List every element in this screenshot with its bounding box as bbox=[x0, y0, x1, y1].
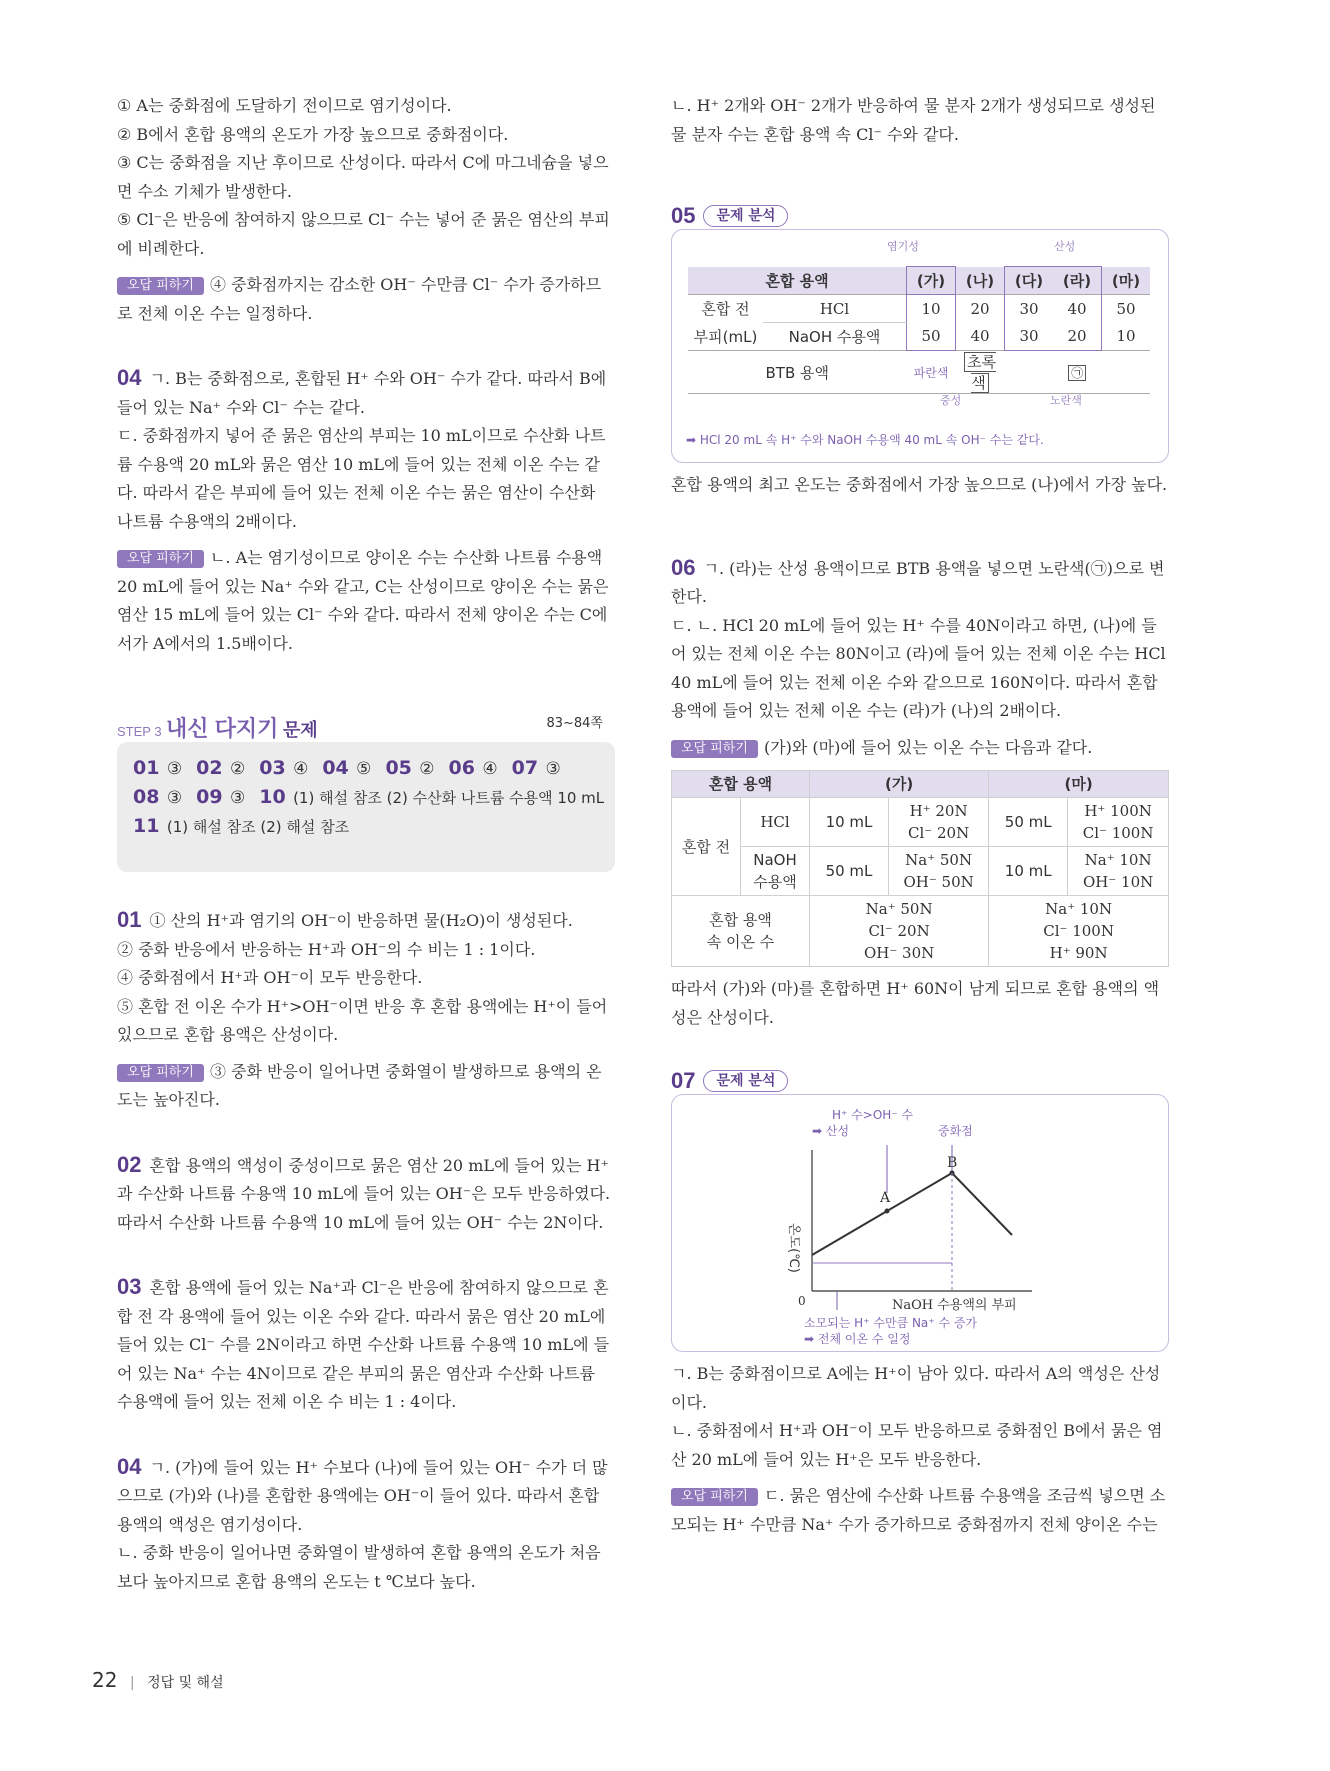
paragraph: 오답 피하기 (가)와 (마)에 들어 있는 이온 수는 다음과 같다. bbox=[671, 734, 1169, 763]
temperature-graph bbox=[672, 1095, 1168, 1351]
question-number: 01 bbox=[117, 907, 142, 932]
right-column bbox=[671, 92, 1169, 1539]
text: ② 중화 반응에서 반응하는 H⁺과 OH⁻의 수 비는 1 : 1이다. bbox=[117, 939, 536, 959]
answer-item: 04 ⑤ bbox=[322, 757, 372, 779]
y-axis-label: 온도(℃) bbox=[786, 1223, 801, 1273]
text: 혼합 용액의 최고 온도는 중화점에서 가장 높으므로 (나)에서 가장 높다. bbox=[671, 475, 1168, 494]
text: ㄴ. H⁺ 2개와 OH⁻ 2개가 반응하여 물 분자 2개가 생성되므로 생성된 물 분자 수는 혼합 용액 속 Cl⁻ 수와 같다. bbox=[671, 96, 1156, 144]
paragraph: 01 ① 산의 H⁺과 염기의 OH⁻이 반응하면 물(H₂O)이 생성된다. bbox=[117, 907, 573, 932]
tip-badge: 오답 피하기 bbox=[117, 550, 204, 568]
x-axis-label: NaOH 수용액의 부피 bbox=[892, 1298, 1017, 1313]
answer-row: 11 (1) 해설 참조 (2) 해설 참조 bbox=[133, 815, 350, 837]
step-section bbox=[117, 712, 615, 852]
answer-item: 07 ③ bbox=[511, 757, 561, 779]
page-number: 22 bbox=[92, 1668, 118, 1692]
text: ㄱ. B는 중화점이므로 A에는 H⁺이 남아 있다. 따라서 A의 액성은 산성이다. bbox=[671, 1364, 1161, 1412]
annotation: 산성 bbox=[1054, 240, 1076, 253]
answer-list bbox=[117, 742, 615, 841]
tip-badge: 오답 피하기 bbox=[671, 1488, 758, 1506]
annotation: 염기성 bbox=[887, 240, 919, 253]
text: 따라서 (가)와 (마)를 혼합하면 H⁺ 60N이 남게 되므로 혼합 용액의 액성은 산성이다. bbox=[671, 979, 1160, 1027]
answer-item: 01 ③ bbox=[133, 757, 183, 779]
paragraph: 04 ㄱ. B는 중화점으로, 혼합된 H⁺ 수와 OH⁻ 수가 같다. 따라서 B에 들어 있는 Na⁺ 수와 Cl⁻ 수는 같다. bbox=[117, 365, 607, 417]
question-number: 04 bbox=[117, 1453, 142, 1479]
text: ② B에서 혼합 용액의 온도가 가장 높으므로 중화점이다. bbox=[117, 124, 509, 144]
analysis-pill: 문제 분석 bbox=[703, 205, 788, 227]
paragraph: 오답 피하기 ㄴ. A는 염기성이므로 양이온 수는 수산화 나트륨 수용액 20 mL에 들어 있는 Na⁺ 수와 같고, C는 산성이므로 양이온 수는 묽은 염산 15 mL에 들어 있는 Cl⁻ 수와 같다. 따라서 전체 양이온 수는 C에서가 A에서의 1.5배이다. bbox=[117, 548, 609, 653]
answer-item: 08 ③ bbox=[133, 786, 183, 808]
text: ① A는 중화점에 도달하기 전이므로 염기성이다. bbox=[117, 96, 452, 115]
q05-header bbox=[671, 203, 1169, 229]
answer-box bbox=[117, 742, 615, 872]
panel-note: ➡ HCl 20 mL 속 H⁺ 수와 NaOH 수용액 40 mL 속 OH⁻ 수는 같다. bbox=[686, 433, 1044, 447]
annotation: 중성 bbox=[940, 394, 962, 407]
answer-item: 09 ③ bbox=[196, 786, 246, 808]
point-b-label: B bbox=[947, 1155, 958, 1171]
annotation: 소모되는 H⁺ 수만큼 Na⁺ 수 증가 bbox=[804, 1316, 978, 1330]
origin: 0 bbox=[798, 1294, 806, 1308]
left-column bbox=[117, 92, 615, 1596]
text: ③ C는 중화점을 지난 후이므로 산성이다. 따라서 C에 마그네슘을 넣으면 수소 기체가 발생한다. bbox=[117, 153, 609, 201]
paragraph: 06 ㄱ. (라)는 산성 용액이므로 BTB 용액을 넣으면 노란색(㉠)으로 변한다. bbox=[671, 554, 1165, 606]
ion-table: 혼합 용액 (가) (마) 혼합 전 HCl 10 mL H⁺ 20N Cl⁻ 20N 50 mL H⁺ 100N Cl⁻ 100N NaOH 수용액 50 mL Na⁺ 50N OH⁻ 50N 10 mL Na⁺ 10N OH⁻ 10N 혼합 용액 속 이온 수 Na⁺ 50N Cl⁻ 20N OH⁻ 30N Na⁺ 10N Cl⁻ 100N H⁺ 90N bbox=[671, 770, 1169, 967]
answer-row: 08 ③ 09 ③ 10 (1) 해설 참조 (2) 수산화 나트륨 수용액 10 mL bbox=[133, 786, 605, 808]
answer-item: 02 ② bbox=[196, 757, 246, 779]
tip-badge: 오답 피하기 bbox=[117, 1064, 204, 1082]
paragraph: 오답 피하기 ㄷ. 묽은 염산에 수산화 나트륨 수용액을 조금씩 넣으면 소모되는 H⁺ 수만큼 Na⁺ 수가 증가하므로 중화점까지 전체 양이온 수는 bbox=[671, 1486, 1166, 1534]
annotation: ➡ 전체 이온 수 일정 bbox=[804, 1332, 911, 1346]
answer-item: 03 ④ bbox=[259, 757, 309, 779]
tip-badge: 오답 피하기 bbox=[671, 740, 758, 758]
annotation: 노란색 bbox=[1050, 394, 1082, 407]
text: ㄷ. ㄴ. HCl 20 mL에 들어 있는 H⁺ 수를 40N이라고 하면, (나)에 들어 있는 전체 이온 수는 80N이고 (라)에 들어 있는 전체 이온 수는 HCl 40 mL에 들어 있는 전체 이온 수와 같으므로 160N이다. 따라서 혼합 용액에 들어 있는 전체 이온 수는 (라)가 (나)의 2배이다. bbox=[671, 615, 1166, 720]
step-title: STEP 3 내신 다지기 문제 bbox=[117, 716, 318, 741]
answer-row bbox=[133, 754, 615, 783]
paragraph: 오답 피하기 ③ 중화 반응이 일어나면 중화열이 발생하므로 용액의 온도는 높아진다. bbox=[117, 1061, 602, 1109]
answer-item: 05 ② bbox=[385, 757, 435, 779]
q07-header bbox=[671, 1068, 1169, 1094]
tip-badge: 오답 피하기 bbox=[117, 277, 204, 295]
text: ④ 중화점에서 H⁺과 OH⁻이 모두 반응한다. bbox=[117, 968, 423, 987]
text: ⑤ 혼합 전 이온 수가 H⁺>OH⁻이면 반응 후 혼합 용액에는 H⁺이 들어 있으므로 혼합 용액은 산성이다. bbox=[117, 996, 608, 1044]
question-number: 06 bbox=[671, 554, 696, 580]
footer: 22 | 정답 및 해설 bbox=[92, 1668, 224, 1692]
point-a-label: A bbox=[880, 1190, 891, 1206]
annotation: ➡ 산성 bbox=[812, 1124, 850, 1138]
question-number: 03 bbox=[117, 1274, 142, 1299]
annotation: 중화점 bbox=[938, 1124, 973, 1138]
paragraph: 03 혼합 용액에 들어 있는 Na⁺과 Cl⁻은 반응에 참여하지 않으므로 혼합 전 각 용액에 들어 있는 이온 수와 같다. 따라서 묽은 염산 20 mL에 들어 있는 Cl⁻ 수를 2N이라고 하면 수산화 나트륨 수용액 10 mL에 들어 있는 Na⁺ 수는 4N이므로 같은 부피의 묽은 염산과 수산화 나트륨 수용액에 들어 있는 전체 이온 수 비는 1 : 4이다. bbox=[117, 1274, 610, 1411]
question-number: 02 bbox=[117, 1151, 142, 1177]
question-number: 07 bbox=[671, 1068, 696, 1093]
q05-table: 혼합 용액 (가) (나) (다) (라) (마) 혼합 전 HCl 10 20 30 40 50 부피(mL) NaOH 수용액 50 40 30 20 10 BTB 용액 파란색 초록색 ㉠ bbox=[688, 266, 1150, 394]
page-range: 83~84쪽 bbox=[546, 716, 603, 731]
text: ⑤ Cl⁻은 반응에 참여하지 않으므로 Cl⁻ 수는 넣어 준 묽은 염산의 부피에 비례한다. bbox=[117, 210, 610, 258]
footer-label: 정답 및 해설 bbox=[147, 1675, 224, 1691]
answer-item: 06 ④ bbox=[448, 757, 498, 779]
question-number: 05 bbox=[671, 203, 696, 228]
q07-panel bbox=[671, 1094, 1169, 1352]
text: ㄷ. 중화점까지 넣어 준 묽은 염산의 부피는 10 mL이므로 수산화 나트륨 수용액 20 mL와 묽은 염산 10 mL에 들어 있는 전체 이온 수는 같다. 따라서 같은 부피에 들어 있는 전체 이온 수는 묽은 염산이 수산화 나트륨 수용액의 2배이다. bbox=[117, 426, 606, 531]
q05-panel bbox=[671, 229, 1169, 463]
analysis-pill: 문제 분석 bbox=[703, 1070, 788, 1092]
text: ㄴ. 중화점에서 H⁺과 OH⁻이 모두 반응하므로 중화점인 B에서 묽은 염산 20 mL에 들어 있는 H⁺은 모두 반응한다. bbox=[671, 1421, 1163, 1469]
annotation: H⁺ 수>OH⁻ 수 bbox=[832, 1108, 914, 1122]
paragraph: 02 혼합 용액의 액성이 중성이므로 묽은 염산 20 mL에 들어 있는 H⁺과 수산화 나트륨 수용액 10 mL에 들어 있는 OH⁻은 모두 반응하였다. 따라서 수산화 나트륨 수용액 10 mL에 들어 있는 OH⁻ 수는 2N이다. bbox=[117, 1151, 611, 1232]
text: ㄴ. 중화 반응이 일어나면 중화열이 발생하여 혼합 용액의 온도가 처음보다 높아지므로 혼합 용액의 온도는 t ℃보다 높다. bbox=[117, 1543, 601, 1591]
question-number: 04 bbox=[117, 365, 142, 390]
paragraph: 오답 피하기 ④ 중화점까지는 감소한 OH⁻ 수만큼 Cl⁻ 수가 증가하므로 전체 이온 수는 일정하다. bbox=[117, 275, 602, 323]
paragraph: 04 ㄱ. (가)에 들어 있는 H⁺ 수보다 (나)에 들어 있는 OH⁻ 수가 더 많으므로 (가)와 (나)를 혼합한 용액에는 OH⁻이 들어 있다. 따라서 혼합 용액의 액성은 염기성이다. bbox=[117, 1453, 608, 1534]
